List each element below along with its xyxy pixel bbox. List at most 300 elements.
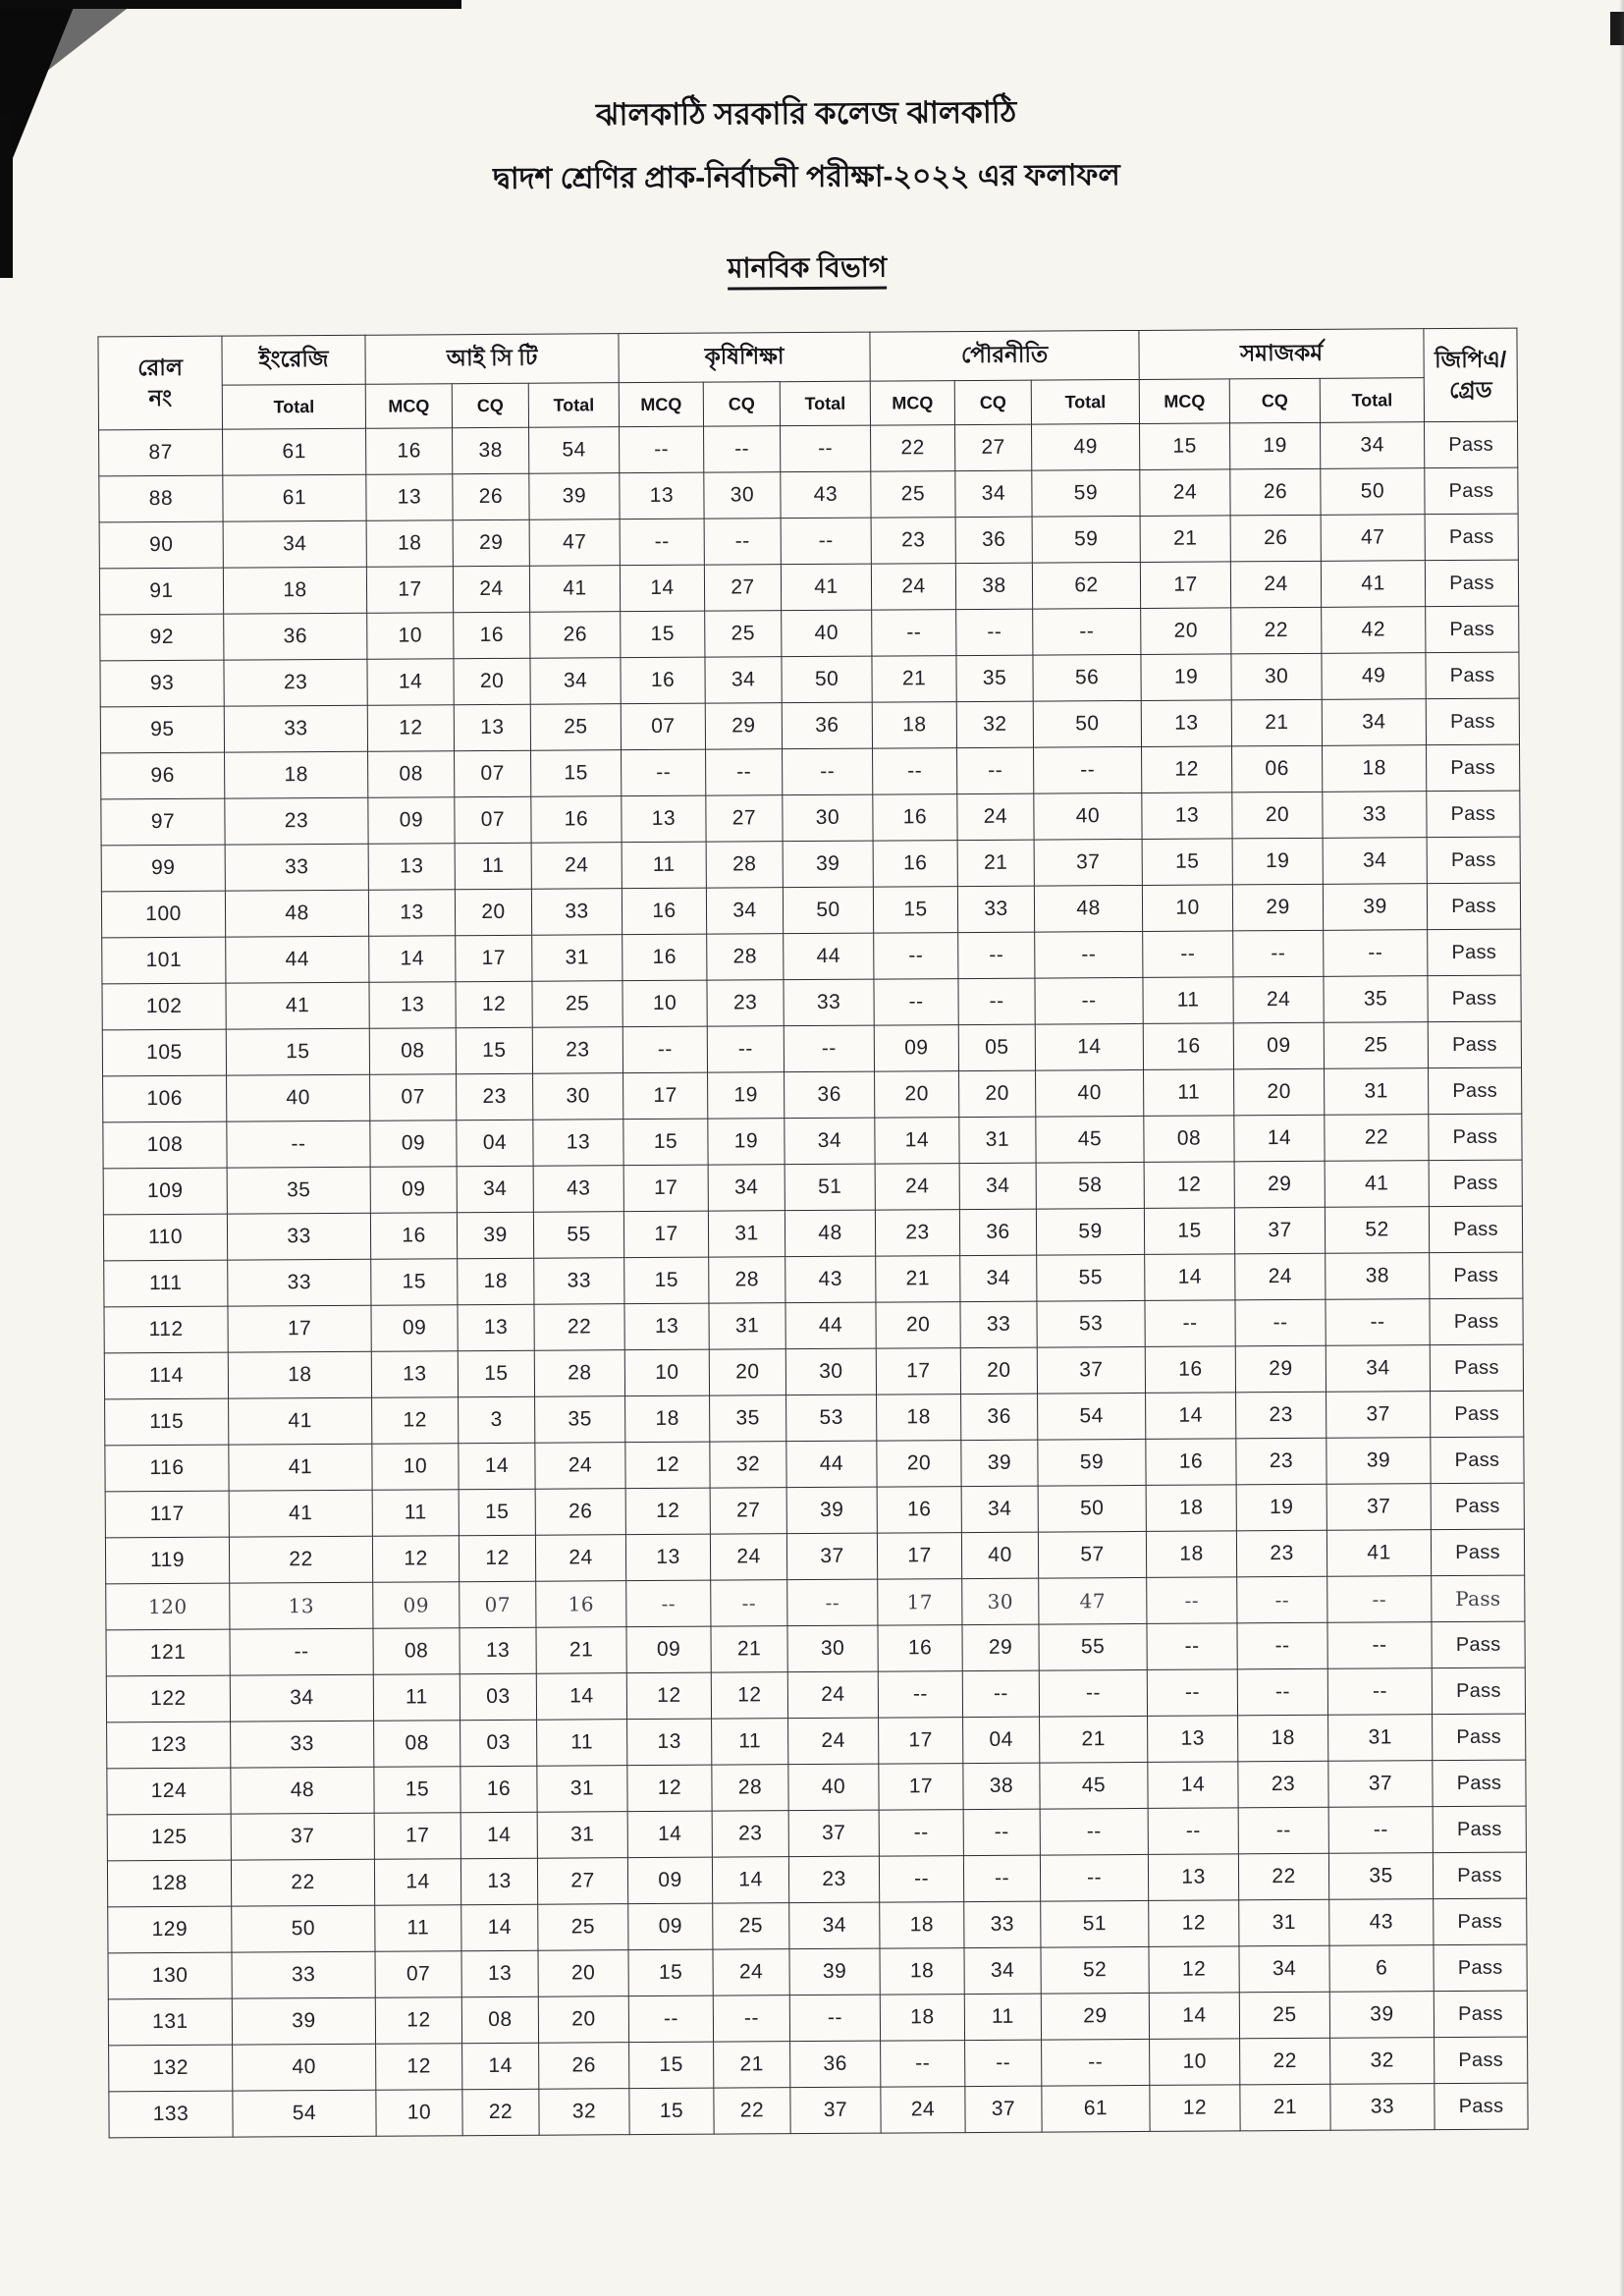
civ-total-cell: 45 [1040, 1762, 1148, 1809]
ict-total-cell: 15 [531, 750, 622, 797]
agri-cq-cell: 30 [704, 472, 781, 519]
soc-mcq-cell: 14 [1149, 1993, 1239, 2040]
civ-mcq-cell: 24 [881, 2087, 965, 2134]
civ-mcq-cell: 23 [871, 518, 955, 565]
ict-cq-cell: 38 [453, 427, 529, 473]
civ-mcq-cell: 16 [878, 1625, 962, 1672]
roll-cell: 116 [105, 1445, 229, 1492]
soc-cq-cell: 20 [1234, 1068, 1325, 1116]
soc-mcq-cell: 15 [1142, 839, 1232, 886]
soc-total-cell: 41 [1326, 1530, 1431, 1577]
col-header-english: ইংরেজি [222, 335, 365, 385]
soc-cq-cell: -- [1238, 1807, 1328, 1854]
agri-mcq-cell: 12 [625, 1488, 710, 1535]
agri-total-cell: 43 [785, 1256, 876, 1303]
ict-mcq-cell: 14 [367, 659, 454, 706]
agri-total-cell: -- [781, 518, 871, 565]
soc-total-cell: 33 [1330, 2084, 1435, 2131]
english-total-cell: 48 [231, 1767, 374, 1814]
ict-total-cell: 24 [535, 1535, 625, 1582]
ict-mcq-cell: 13 [368, 890, 455, 937]
civ-total-cell: 47 [1039, 1577, 1147, 1624]
ict-cq-cell: 15 [456, 1027, 532, 1073]
grade-cell: Pass [1432, 1621, 1525, 1668]
civ-cq-cell: 34 [959, 1163, 1036, 1209]
civ-total-cell: 52 [1041, 1946, 1149, 1994]
civ-total-cell: 59 [1032, 516, 1140, 563]
agri-mcq-cell: 09 [627, 1857, 712, 1904]
agri-total-cell: 44 [784, 933, 874, 980]
agri-mcq-cell: -- [623, 1026, 707, 1073]
grade-cell: Pass [1427, 837, 1520, 884]
soc-total-cell: 32 [1330, 2038, 1435, 2085]
grade-cell: Pass [1426, 606, 1519, 653]
soc-total-cell: 34 [1323, 838, 1427, 885]
agri-cq-cell: 22 [714, 2088, 790, 2134]
col-header-social-work: সমাজকর্ম [1139, 329, 1424, 380]
english-total-cell: 33 [225, 844, 368, 891]
subcol-header-civ-mcq: MCQ [870, 381, 954, 426]
civ-mcq-cell: 17 [876, 1348, 960, 1395]
ict-total-cell: 43 [533, 1166, 623, 1213]
agri-total-cell: 36 [785, 1071, 875, 1119]
civ-mcq-cell: 17 [879, 1718, 963, 1765]
ict-cq-cell: 22 [462, 2089, 539, 2135]
soc-cq-cell: 30 [1231, 653, 1322, 700]
roll-cell: 102 [102, 983, 226, 1030]
agri-total-cell: 40 [782, 610, 872, 657]
grade-cell: Pass [1429, 1160, 1522, 1207]
civ-mcq-cell: 18 [872, 702, 956, 749]
soc-mcq-cell: -- [1147, 1623, 1237, 1670]
ict-cq-cell: 16 [454, 612, 530, 658]
agri-mcq-cell: 16 [621, 657, 705, 704]
ict-total-cell: 41 [529, 566, 620, 613]
agri-mcq-cell: 09 [628, 1903, 713, 1950]
civ-total-cell: 58 [1036, 1162, 1144, 1209]
soc-mcq-cell: 16 [1146, 1439, 1236, 1486]
agri-cq-cell: 14 [712, 1857, 788, 1903]
soc-total-cell: 38 [1326, 1253, 1430, 1300]
agri-total-cell: 30 [783, 794, 873, 842]
grade-cell: Pass [1431, 1529, 1524, 1576]
soc-mcq-cell: -- [1147, 1669, 1237, 1717]
english-total-cell: 18 [228, 1351, 371, 1398]
english-total-cell: -- [227, 1121, 370, 1168]
agri-mcq-cell: 17 [623, 1165, 708, 1212]
agri-total-cell: -- [789, 1995, 880, 2042]
grade-cell: Pass [1433, 1852, 1526, 1899]
agri-cq-cell: 34 [706, 888, 783, 934]
civ-total-cell: 50 [1038, 1485, 1146, 1532]
roll-cell: 115 [105, 1398, 229, 1446]
agri-total-cell: 39 [786, 1487, 877, 1534]
civ-cq-cell: 36 [961, 1394, 1038, 1440]
grade-cell: Pass [1433, 1760, 1526, 1807]
roll-cell: 106 [103, 1075, 227, 1122]
agri-mcq-cell: 16 [622, 888, 706, 935]
ict-total-cell: 31 [537, 1766, 627, 1813]
grade-cell: Pass [1429, 1067, 1522, 1115]
grade-cell: Pass [1432, 1575, 1525, 1622]
agri-mcq-cell: 15 [629, 2042, 714, 2089]
soc-total-cell: 31 [1328, 1715, 1433, 1762]
ict-cq-cell: 39 [457, 1212, 533, 1258]
ict-mcq-cell: 12 [375, 1997, 461, 2045]
ict-total-cell: 26 [535, 1489, 625, 1536]
agri-total-cell: 37 [788, 1810, 879, 1857]
civ-total-cell: 21 [1040, 1716, 1148, 1763]
agri-mcq-cell: 17 [623, 1072, 708, 1120]
roll-cell: 109 [103, 1168, 227, 1215]
civ-total-cell: 37 [1037, 1346, 1145, 1394]
civ-mcq-cell: 22 [871, 425, 955, 472]
english-total-cell: 61 [223, 428, 366, 475]
ict-mcq-cell: 15 [374, 1767, 460, 1814]
civ-mcq-cell: 25 [871, 471, 955, 519]
civ-cq-cell: 04 [963, 1717, 1040, 1763]
civ-total-cell: 40 [1036, 1069, 1144, 1117]
roll-cell: 124 [107, 1768, 231, 1815]
roll-cell: 105 [102, 1029, 226, 1076]
subcol-header-ict-total: Total [528, 383, 619, 428]
english-total-cell: 41 [229, 1490, 372, 1537]
soc-cq-cell: 18 [1238, 1715, 1328, 1762]
english-total-cell: 33 [231, 1721, 374, 1768]
grade-cell: Pass [1432, 1667, 1525, 1715]
civ-mcq-cell: -- [878, 1671, 962, 1719]
english-total-cell: 41 [229, 1444, 372, 1491]
ict-total-cell: 16 [536, 1581, 626, 1628]
agri-mcq-cell: 15 [623, 1119, 708, 1166]
civ-mcq-cell: 23 [875, 1210, 959, 1257]
agri-mcq-cell: 10 [623, 980, 707, 1027]
civ-total-cell: 50 [1033, 700, 1141, 747]
soc-mcq-cell: 14 [1148, 1762, 1238, 1809]
civ-cq-cell: 24 [957, 793, 1034, 840]
ict-mcq-cell: 08 [368, 751, 455, 798]
roll-cell: 111 [104, 1260, 228, 1307]
ict-mcq-cell: 13 [371, 1351, 458, 1398]
civ-cq-cell: 31 [959, 1117, 1036, 1163]
soc-cq-cell: -- [1233, 930, 1324, 977]
agri-total-cell: -- [783, 748, 873, 795]
ict-mcq-cell: 17 [374, 1813, 460, 1860]
agri-mcq-cell: 14 [620, 565, 704, 612]
ict-cq-cell: 07 [455, 796, 531, 843]
agri-total-cell: 50 [783, 887, 873, 934]
ict-cq-cell: 14 [459, 1443, 535, 1489]
english-total-cell: 23 [225, 797, 368, 845]
agri-cq-cell: -- [706, 749, 783, 795]
soc-mcq-cell: 12 [1149, 1900, 1239, 1947]
soc-cq-cell: 24 [1235, 1253, 1326, 1300]
ict-total-cell: 32 [539, 2089, 629, 2136]
soc-total-cell: 6 [1329, 1945, 1434, 1993]
ict-total-cell: 33 [534, 1258, 624, 1305]
grade-cell: Pass [1433, 1714, 1526, 1761]
ict-total-cell: 31 [537, 1812, 627, 1859]
agri-cq-cell: 27 [704, 565, 781, 611]
soc-mcq-cell: -- [1148, 1808, 1238, 1855]
english-total-cell: 44 [226, 936, 369, 983]
civ-cq-cell: 11 [964, 1994, 1041, 2040]
roll-cell: 88 [99, 475, 223, 522]
agri-cq-cell: 35 [710, 1395, 786, 1442]
civ-total-cell: 49 [1032, 423, 1140, 470]
civ-cq-cell: 37 [965, 2086, 1042, 2132]
roll-cell: 125 [107, 1814, 231, 1861]
agri-total-cell: -- [781, 425, 871, 472]
agri-total-cell: 33 [784, 979, 874, 1026]
col-header-agriculture: কৃষিশিক্ষা [619, 332, 870, 383]
agri-mcq-cell: -- [620, 519, 704, 566]
ict-cq-cell: 15 [458, 1350, 534, 1396]
civ-cq-cell: 32 [956, 701, 1033, 747]
agri-cq-cell: 19 [708, 1119, 785, 1165]
agri-cq-cell: 23 [707, 980, 784, 1026]
ict-cq-cell: 23 [457, 1073, 533, 1120]
civ-total-cell: 59 [1038, 1439, 1146, 1486]
ict-cq-cell: 07 [455, 750, 531, 796]
grade-cell: Pass [1429, 1206, 1522, 1253]
results-table-body [99, 421, 1529, 2138]
ict-total-cell: 20 [538, 1950, 628, 1997]
english-total-cell: 40 [227, 1074, 370, 1121]
ict-mcq-cell: 11 [372, 1490, 459, 1537]
soc-mcq-cell: 18 [1146, 1485, 1236, 1532]
soc-mcq-cell: -- [1147, 1577, 1237, 1624]
roll-cell: 99 [101, 845, 225, 892]
civ-cq-cell: -- [956, 609, 1033, 655]
agri-total-cell: 53 [786, 1394, 877, 1442]
soc-cq-cell: 23 [1236, 1530, 1326, 1577]
agri-cq-cell: 34 [708, 1165, 785, 1211]
soc-mcq-cell: 14 [1145, 1254, 1235, 1301]
ict-cq-cell: 13 [454, 704, 530, 750]
agri-total-cell: 39 [783, 841, 873, 888]
ict-mcq-cell: 10 [376, 2090, 462, 2137]
civ-cq-cell: 40 [961, 1532, 1038, 1578]
civ-mcq-cell: -- [879, 1810, 963, 1857]
ict-mcq-cell: 09 [368, 797, 455, 845]
ict-cq-cell: 3 [459, 1396, 535, 1443]
civ-cq-cell: 27 [955, 424, 1032, 470]
soc-mcq-cell: 24 [1140, 469, 1230, 517]
soc-total-cell: 37 [1326, 1392, 1431, 1439]
grade-cell: Pass [1431, 1391, 1524, 1438]
english-total-cell: 33 [227, 1213, 370, 1260]
ict-mcq-cell: 10 [367, 613, 454, 660]
english-total-cell: 33 [228, 1259, 371, 1306]
ict-cq-cell: 03 [460, 1720, 537, 1766]
soc-mcq-cell: 11 [1143, 977, 1233, 1024]
ict-total-cell: 28 [534, 1350, 624, 1397]
english-total-cell: 17 [228, 1305, 371, 1352]
roll-cell: 87 [99, 429, 223, 476]
soc-total-cell: 35 [1328, 1853, 1433, 1900]
subcol-header-soc-cq: CQ [1229, 378, 1320, 423]
civ-mcq-cell: -- [872, 610, 956, 657]
roll-cell: 95 [100, 706, 224, 753]
grade-cell: Pass [1426, 698, 1519, 745]
civ-mcq-cell: 14 [875, 1118, 959, 1165]
ict-mcq-cell: 08 [374, 1721, 460, 1768]
agri-cq-cell: 24 [713, 1949, 789, 1995]
ict-cq-cell: 14 [461, 1904, 538, 1950]
english-total-cell: 39 [232, 1997, 375, 2045]
ict-total-cell: 14 [536, 1673, 626, 1721]
ict-mcq-cell: 12 [372, 1536, 459, 1583]
soc-cq-cell: 29 [1235, 1345, 1326, 1393]
soc-cq-cell: 22 [1231, 607, 1322, 654]
soc-cq-cell: 26 [1230, 468, 1321, 516]
ict-total-cell: 26 [539, 2043, 629, 2090]
soc-total-cell: 52 [1325, 1207, 1429, 1254]
soc-cq-cell: 24 [1230, 561, 1321, 608]
civ-mcq-cell: -- [879, 1856, 963, 1903]
ict-total-cell: 25 [532, 981, 623, 1028]
ict-mcq-cell: 14 [369, 936, 456, 983]
civ-total-cell: -- [1040, 1854, 1148, 1901]
english-total-cell: 34 [230, 1674, 373, 1722]
civ-cq-cell: 05 [958, 1024, 1035, 1070]
grade-cell: Pass [1427, 791, 1520, 838]
english-total-cell: 18 [223, 567, 366, 614]
agri-total-cell: 34 [789, 1902, 880, 1949]
soc-total-cell: 47 [1321, 515, 1425, 562]
english-total-cell: 61 [223, 474, 366, 521]
roll-cell: 91 [99, 568, 223, 615]
ict-total-cell: 16 [531, 796, 622, 844]
roll-cell: 130 [108, 1952, 232, 1999]
soc-mcq-cell: 19 [1141, 654, 1231, 701]
ict-cq-cell: 16 [460, 1766, 537, 1812]
subcol-header-civ-total: Total [1031, 379, 1139, 424]
english-total-cell: -- [230, 1628, 373, 1675]
civ-total-cell: 55 [1039, 1623, 1147, 1670]
roll-cell: 132 [109, 2045, 233, 2092]
ict-total-cell: 26 [530, 612, 621, 659]
ict-mcq-cell: 13 [368, 844, 455, 891]
agri-mcq-cell: 15 [628, 1949, 713, 1996]
soc-total-cell: -- [1328, 1807, 1433, 1854]
agri-cq-cell: 21 [711, 1626, 787, 1672]
soc-mcq-cell: 16 [1143, 1023, 1233, 1070]
soc-total-cell: 49 [1322, 653, 1426, 700]
civ-mcq-cell: -- [873, 748, 957, 795]
agri-total-cell: 24 [787, 1671, 878, 1719]
soc-cq-cell: 19 [1236, 1484, 1326, 1531]
civ-mcq-cell: 16 [873, 841, 957, 888]
subcol-header-ict-mcq: MCQ [365, 384, 452, 429]
soc-mcq-cell: 18 [1146, 1531, 1236, 1578]
ict-cq-cell: 13 [460, 1627, 536, 1673]
agri-total-cell: 36 [782, 702, 872, 749]
english-total-cell: 48 [225, 890, 368, 937]
agri-mcq-cell: 16 [623, 934, 707, 981]
agri-total-cell: -- [784, 1025, 874, 1072]
agri-cq-cell: 28 [709, 1257, 785, 1303]
civ-mcq-cell: 16 [873, 794, 957, 842]
soc-total-cell: -- [1327, 1576, 1432, 1623]
agri-cq-cell: 19 [708, 1072, 785, 1119]
subcol-header-ict-cq: CQ [452, 383, 528, 427]
ict-mcq-cell: 07 [370, 1074, 457, 1121]
civ-total-cell: -- [1040, 1808, 1148, 1855]
agri-cq-cell: 23 [712, 1811, 788, 1857]
agri-mcq-cell: 18 [625, 1395, 710, 1443]
agri-cq-cell: -- [711, 1580, 787, 1626]
civ-mcq-cell: 20 [876, 1302, 960, 1349]
ict-mcq-cell: 09 [370, 1121, 457, 1168]
ict-total-cell: 39 [529, 473, 620, 520]
ict-mcq-cell: 13 [366, 474, 453, 521]
soc-mcq-cell: 13 [1148, 1716, 1238, 1763]
agri-mcq-cell: 14 [627, 1811, 712, 1858]
roll-cell: 122 [106, 1675, 230, 1722]
soc-cq-cell: 29 [1234, 1161, 1325, 1208]
soc-mcq-cell: 16 [1145, 1346, 1235, 1394]
agri-total-cell: 44 [785, 1302, 876, 1349]
agri-total-cell: 48 [785, 1210, 875, 1257]
roll-cell: 133 [109, 2091, 233, 2138]
agri-mcq-cell: 13 [625, 1534, 710, 1581]
english-total-cell: 54 [233, 2090, 376, 2137]
soc-total-cell: 34 [1322, 699, 1426, 746]
english-total-cell: 50 [232, 1905, 375, 1952]
soc-cq-cell: 25 [1239, 1992, 1329, 2039]
agri-cq-cell: 29 [705, 703, 782, 749]
civ-cq-cell: 34 [961, 1486, 1038, 1532]
soc-mcq-cell: 12 [1142, 746, 1232, 793]
col-header-roll [98, 336, 223, 430]
soc-cq-cell: 26 [1230, 515, 1321, 562]
grade-cell: Pass [1426, 652, 1519, 699]
soc-cq-cell: 23 [1236, 1392, 1326, 1439]
agri-cq-cell: 25 [705, 611, 782, 657]
roll-cell: 112 [104, 1306, 228, 1353]
agri-total-cell: 43 [781, 471, 871, 519]
english-total-cell: 35 [227, 1167, 370, 1214]
soc-mcq-cell: 11 [1144, 1069, 1234, 1117]
ict-cq-cell: 17 [456, 935, 532, 981]
roll-cell: 92 [100, 614, 224, 661]
col-header-gpa-line1: জিপিএ/ [1434, 346, 1507, 373]
roll-cell: 114 [104, 1352, 228, 1399]
soc-mcq-cell: -- [1143, 931, 1233, 978]
col-header-ict: আই সি টি [365, 334, 619, 385]
civ-mcq-cell: 24 [871, 564, 955, 611]
soc-total-cell: -- [1327, 1622, 1432, 1669]
ict-total-cell: 25 [538, 1904, 628, 1951]
agri-total-cell: 50 [782, 656, 872, 703]
agri-total-cell: 37 [786, 1533, 877, 1580]
ict-mcq-cell: 07 [375, 1951, 461, 1998]
ict-cq-cell: 11 [455, 843, 531, 889]
ict-mcq-cell: 14 [374, 1859, 460, 1906]
agri-total-cell: 24 [788, 1718, 879, 1765]
soc-cq-cell: 22 [1240, 2038, 1330, 2085]
soc-total-cell: 35 [1324, 976, 1428, 1023]
ict-mcq-cell: 12 [376, 2044, 462, 2091]
civ-mcq-cell: 16 [877, 1487, 961, 1534]
civ-total-cell: 40 [1034, 793, 1142, 840]
agri-total-cell: 51 [785, 1164, 875, 1211]
roll-cell: 121 [106, 1629, 230, 1676]
civ-cq-cell: -- [965, 2040, 1042, 2086]
civ-total-cell: -- [1035, 931, 1143, 978]
